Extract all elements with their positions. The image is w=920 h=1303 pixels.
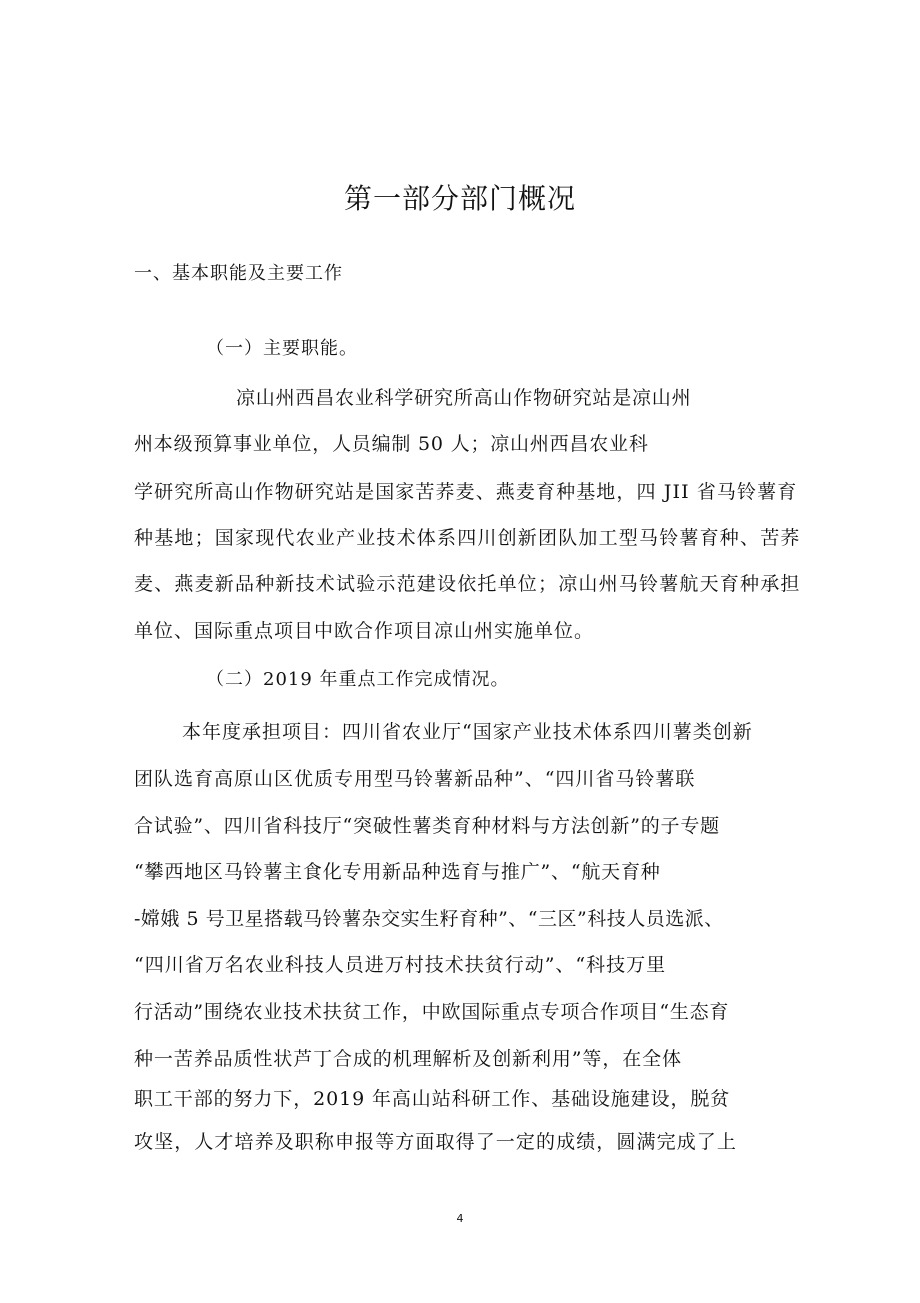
paragraph-line: 攻坚，人才培养及职称申报等方面取得了一定的成绩，圆满完成了上: [134, 1131, 738, 1153]
paragraph-line: “攀西地区马铃薯主食化专用新品种选育与推广”、“航天育种: [134, 861, 661, 883]
section-heading: 一、基本职能及主要工作: [134, 263, 343, 284]
paragraph-line: 单位、国际重点项目中欧合作项目凉山州实施单位。: [134, 620, 595, 642]
paragraph-line: 凉山州西昌农业科学研究所高山作物研究站是凉山州: [236, 387, 692, 409]
paragraph-line: 麦、燕麦新品种新技术试验示范建设依托单位；凉山州马铃薯航天育种承担: [134, 573, 801, 595]
page-title: 第一部分部门概况: [343, 182, 576, 215]
paragraph-line: 职工干部的努力下，2019 年高山站科研工作、基础设施建设，脱贫: [134, 1088, 731, 1110]
page-number: 4: [456, 1212, 464, 1225]
paragraph-line: 州本级预算事业单位，人员编制 50 人；凉山州西昌农业科: [134, 433, 649, 455]
paragraph-line: 团队选育高原山区优质专用型马铃薯新品种”、“四川省马铃薯联: [134, 768, 696, 790]
paragraph-line: 合试验”、四川省科技厅“突破性薯类育种材料与方法创新”的子专题: [134, 815, 720, 837]
paragraph-line: -嫦娥 5 号卫星搭载马铃薯杂交实生籽育种”、“三区”科技人员选派、: [134, 908, 724, 930]
paragraph-line: “四川省万名农业科技人员进万村技术扶贫行动”、“科技万里: [134, 954, 667, 976]
paragraph-line: 学研究所高山作物研究站是国家苦荞麦、燕麦育种基地，四 JII 省马铃薯育: [134, 481, 798, 503]
paragraph-line: 本年度承担项目：四川省农业厅“国家产业技术体系四川薯类创新: [182, 721, 753, 743]
paragraph-line: 种基地；国家现代农业产业技术体系四川创新团队加工型马铃薯育种、苦荞: [134, 527, 801, 549]
paragraph-line: 行活动”围绕农业技术扶贫工作，中欧国际重点专项合作项目“生态育: [134, 1001, 730, 1023]
paragraph-line: 种一苦养品质性状芦丁合成的机理解析及创新利用”等，在全体: [134, 1048, 682, 1070]
subheading-main-functions: （一）主要职能。: [206, 338, 358, 359]
subheading-key-work: （二）2019 年重点工作完成情况。: [206, 669, 510, 690]
